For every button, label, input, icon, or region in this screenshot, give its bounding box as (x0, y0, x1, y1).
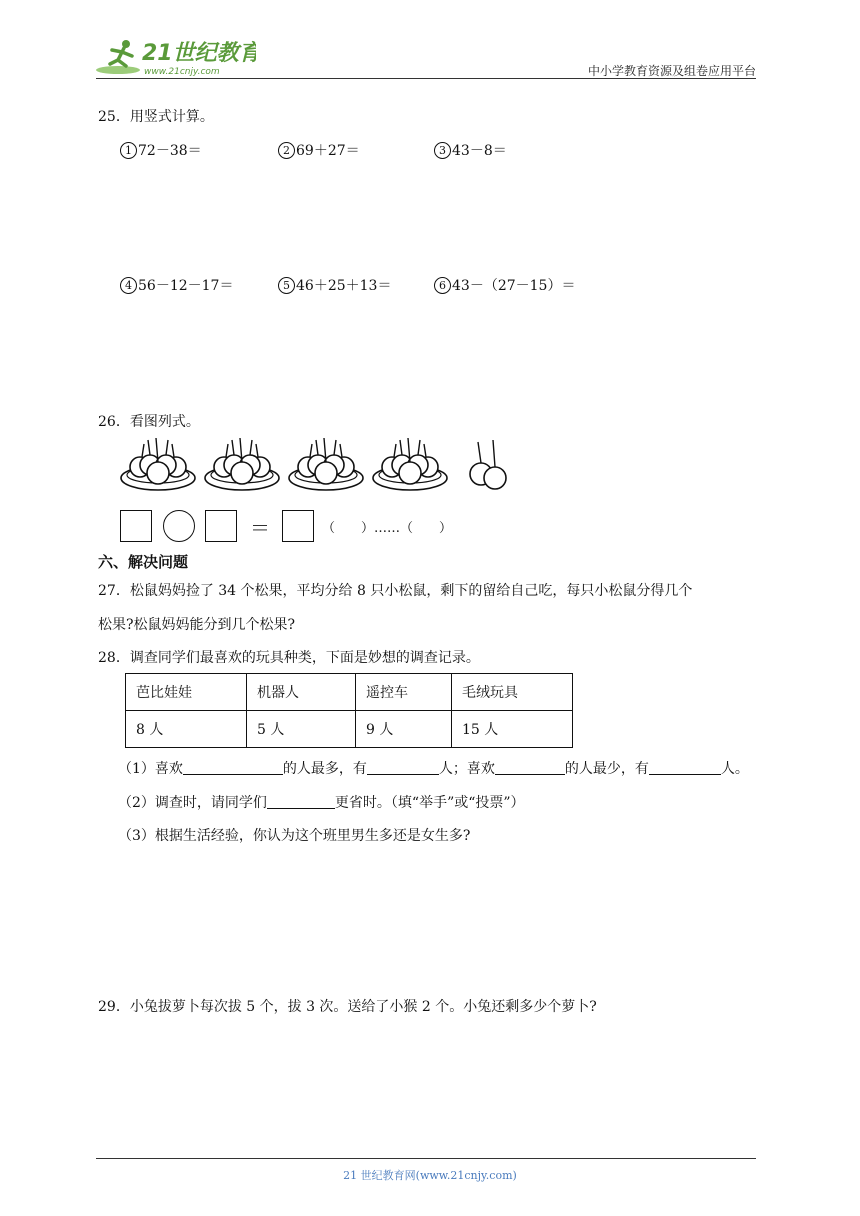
site-logo (96, 36, 256, 80)
q25-item-4: 4 56－12－17＝ (120, 275, 233, 295)
item-number: 3 (434, 142, 451, 159)
table-cell: 15 人 (452, 711, 573, 748)
remainder-blanks[interactable]: （ ）……（ ） (322, 521, 453, 536)
q27-line-2: 松果?松鼠妈妈能分到几个松果? (98, 617, 296, 633)
q25-item-2: 2 69＋27＝ (278, 140, 360, 160)
loose-cherries (470, 440, 506, 489)
q28-sub-1: （1）喜欢 的人最多，有 人；喜欢 的人最少，有 人。 (118, 761, 749, 777)
q25-item-1: 1 72－38＝ (120, 140, 202, 160)
blank-method[interactable] (267, 794, 335, 809)
header-platform-text: 中小学教育资源及组卷应用平台 (587, 64, 756, 78)
table-header-row (126, 674, 573, 711)
table-cell: 遥控车 (356, 674, 452, 711)
table-cell: 毛绒玩具 (452, 674, 573, 711)
plate-2 (205, 438, 279, 490)
survey-table (125, 673, 573, 748)
table-cell: 5 人 (247, 711, 356, 748)
q25-item-5: 5 46＋25＋13＝ (278, 275, 391, 295)
item-number: 1 (120, 142, 137, 159)
q25-item-3: 3 43－8＝ (434, 140, 507, 160)
svg-text:21世纪教育: 21世纪教育 (142, 41, 256, 66)
q27-line-1: 27．松鼠妈妈捡了 34 个松果，平均分给 8 只小松鼠，剩下的留给自己吃，每只小松鼠分得几个 (98, 583, 693, 599)
footer-divider (96, 1158, 756, 1159)
item-number: 2 (278, 142, 295, 159)
q25-title: 25．用竖式计算。 (98, 109, 214, 125)
svg-text:www.21cnjy.com: www.21cnjy.com (144, 67, 220, 77)
blank-least-count[interactable] (649, 760, 721, 775)
q25-item-6: 6 43－（27－15）＝ (434, 275, 575, 295)
plate-1 (121, 438, 195, 490)
plate-3 (289, 438, 363, 490)
item-number: 4 (120, 277, 137, 294)
cherry-plates-figure (118, 436, 518, 498)
blank-least-toy[interactable] (495, 760, 565, 775)
q28-sub-2: （2）调查时，请同学们 更省时。（填“举手”或“投票”） (118, 795, 525, 811)
blank-most-count[interactable] (367, 760, 439, 775)
answer-box-2[interactable] (205, 510, 237, 542)
q28-sub-3: （3）根据生活经验，你认为这个班里男生多还是女生多? (118, 828, 471, 844)
item-number: 6 (434, 277, 451, 294)
section-title: 六、解决问题 (98, 553, 189, 571)
item-number: 5 (278, 277, 295, 294)
table-cell: 8 人 (126, 711, 247, 748)
plate-4 (373, 438, 447, 490)
q29-text: 29．小兔拔萝卜每次拔 5 个，拔 3 次。送给了小猴 2 个。小兔还剩多少个萝卜? (98, 999, 597, 1015)
blank-most-toy[interactable] (183, 760, 283, 775)
answer-box-3[interactable] (282, 510, 314, 542)
answer-box-1[interactable] (120, 510, 152, 542)
table-row (126, 711, 573, 748)
q26-title: 26．看图列式。 (98, 414, 200, 430)
table-cell: 芭比娃娃 (126, 674, 247, 711)
table-cell: 9 人 (356, 711, 452, 748)
equals-sign: ＝ (250, 516, 270, 540)
footer-text: 21 世纪教育网(www.21cnjy.com) (343, 1169, 517, 1182)
runner-logo-icon (96, 36, 256, 80)
operator-circle[interactable] (163, 510, 195, 542)
table-cell: 机器人 (247, 674, 356, 711)
header-divider (96, 78, 756, 79)
q28-title: 28．调查同学们最喜欢的玩具种类，下面是妙想的调查记录。 (98, 650, 480, 666)
